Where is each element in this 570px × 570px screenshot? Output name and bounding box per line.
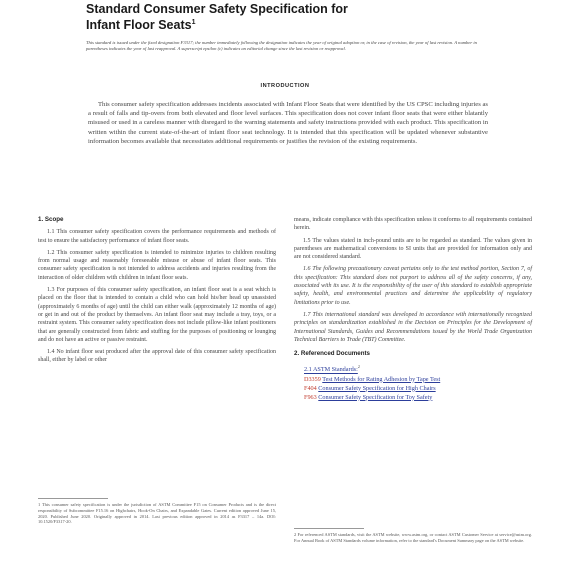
standard-designation-note: This standard is issued under the fixed designation F3317; the number immediately following the designation indicates the year of original adoption or, in the case of revision, the year of last revision. A number in parentheses indicates the year of last reapproval. A superscript epsilon (ε) indicates an editorial change since the last revision or reapproval. xyxy=(86,40,477,52)
reference-item xyxy=(294,384,532,393)
footnote-divider-right xyxy=(294,528,364,529)
footnote-1: 1 This consumer safety specification is under the jurisdiction of ASTM Committee F15 on Consumer Products and is the direct responsibility of Subcommittee F15.16 on Highchairs, Hook-On Chairs, and Expandable Gates. Current edition approved June 15, 2020. Published June 2020. Originally approved in 2014. Last previous edition approved in 2014 as F3317 – 14a. DOI: 10.1520/F3317-20. xyxy=(38,502,276,525)
paragraph-1-4-continued: means, indicate compliance with this specification unless it conforms to all requirements contained herein. xyxy=(294,217,532,232)
paragraph-1-6: 1.6 The following precautionary caveat pertains only to the test method portion, Section 7, of this specification: This standard does not purport to address all of the safety concerns, if any, associated with its use. It is the responsibility of the user of this standard to establish appropriate safety, health, and environmental practices and determine the applicability of regulatory limitations prior to use. xyxy=(294,266,532,306)
astm-standards-footnote-mark: 2 xyxy=(357,364,360,370)
title-footnote-mark: 1 xyxy=(191,19,196,26)
reference-item xyxy=(294,375,532,384)
scope-heading: 1. Scope xyxy=(38,216,64,223)
reference-code-link[interactable]: D3359 xyxy=(304,375,321,383)
referenced-documents-heading: 2. Referenced Documents xyxy=(294,350,370,358)
astm-standards-intro xyxy=(294,362,532,374)
referenced-documents-list xyxy=(294,362,532,401)
paragraph-1-2: 1.2 This consumer safety specification is intended to minimize injuries to children resulting from normal usage and reasonably foreseeable misuse or abuse of infant floor seats. This consumer safety specification is not intended to address accidents and injuries resulting from the interaction of older children with children in infant floor seats. xyxy=(38,249,276,281)
reference-code-link[interactable]: F404 xyxy=(304,384,317,392)
introduction-body: This consumer safety specification addresses incidents associated with Infant Floor Seats that were identified by the US CPSC including injuries as a result of falls and tip-overs from both elevated and floor level surfaces. This specification does not cover infant floor seats that were either blatantly misused or used in a careless manner with disregard to the warning statements and safety instructions provided with each product. This specification in written within the current state-of-the-art of infant floor seat technology. It is intended that this specification will be updated whenever substantive information becomes available that necessitates additional requirements or justifies the revision of the existing requirements. xyxy=(88,101,488,145)
document-title xyxy=(86,2,506,32)
paragraph-1-3: 1.3 For purposes of this consumer safety specification, an infant floor seat is a seat which is placed on the floor that is intended to contain a child who can hold his/her head up unassisted (approximately 6 months of age) until the child can either walk (approximately 12 months of age) or get in and out of the product by themselves. An infant floor seat may include a tray, toys, or a restraint system. This consumer safety specification does not include pillow-like infant positioners that are generally constructed from fabric and stuffing for the purposes of positioning or lounging and do not have an active or passive restraint. xyxy=(38,287,276,343)
reference-code-link[interactable]: F963 xyxy=(304,393,317,401)
footnote-divider-left xyxy=(38,498,108,499)
paragraph-1-5: 1.5 The values stated in inch-pound units are to be regarded as standard. The values given in parentheses are mathematical conversions to SI units that are provided for information only and are not considered standard. xyxy=(294,237,532,261)
footnote-2: 2 For referenced ASTM standards, visit the ASTM website, www.astm.org, or contact ASTM Customer Service at service@astm.org. For Annual Book of ASTM Standards volume information, refer to the standard's Document Summary page on the ASTM website. xyxy=(294,532,532,543)
introduction-heading: INTRODUCTION xyxy=(260,83,310,89)
title-line-1: Standard Consumer Safety Specification for xyxy=(86,2,348,16)
paragraph-1-1: 1.1 This consumer safety specification covers the performance requirements and methods of test to ensure the satisfactory performance of infant floor seats. xyxy=(38,229,276,244)
left-column xyxy=(38,216,276,369)
astm-standards-link[interactable]: 2.1 ASTM Standards: xyxy=(304,366,358,374)
reference-title-link[interactable]: Consumer Safety Specification for Toy Safety xyxy=(318,393,433,401)
paragraph-1-7: 1.7 This international standard was developed in accordance with internationally recognized principles on standardization established in the Decision on Principles for the Development of International Standards, Guides and Recommendations issued by the World Trade Organization Technical Barriers to Trade (TBT) Committee. xyxy=(294,311,532,343)
reference-title-link[interactable]: Test Methods for Rating Adhesion by Tape Test xyxy=(322,375,441,383)
paragraph-1-4: 1.4 No infant floor seat produced after the approval date of this consumer safety specification shall, either by label or other xyxy=(38,349,276,364)
reference-item xyxy=(294,393,532,402)
reference-title-link[interactable]: Consumer Safety Specification for High Chairs xyxy=(318,384,436,392)
title-line-2: Infant Floor Seats xyxy=(86,18,192,33)
right-column xyxy=(294,216,532,402)
